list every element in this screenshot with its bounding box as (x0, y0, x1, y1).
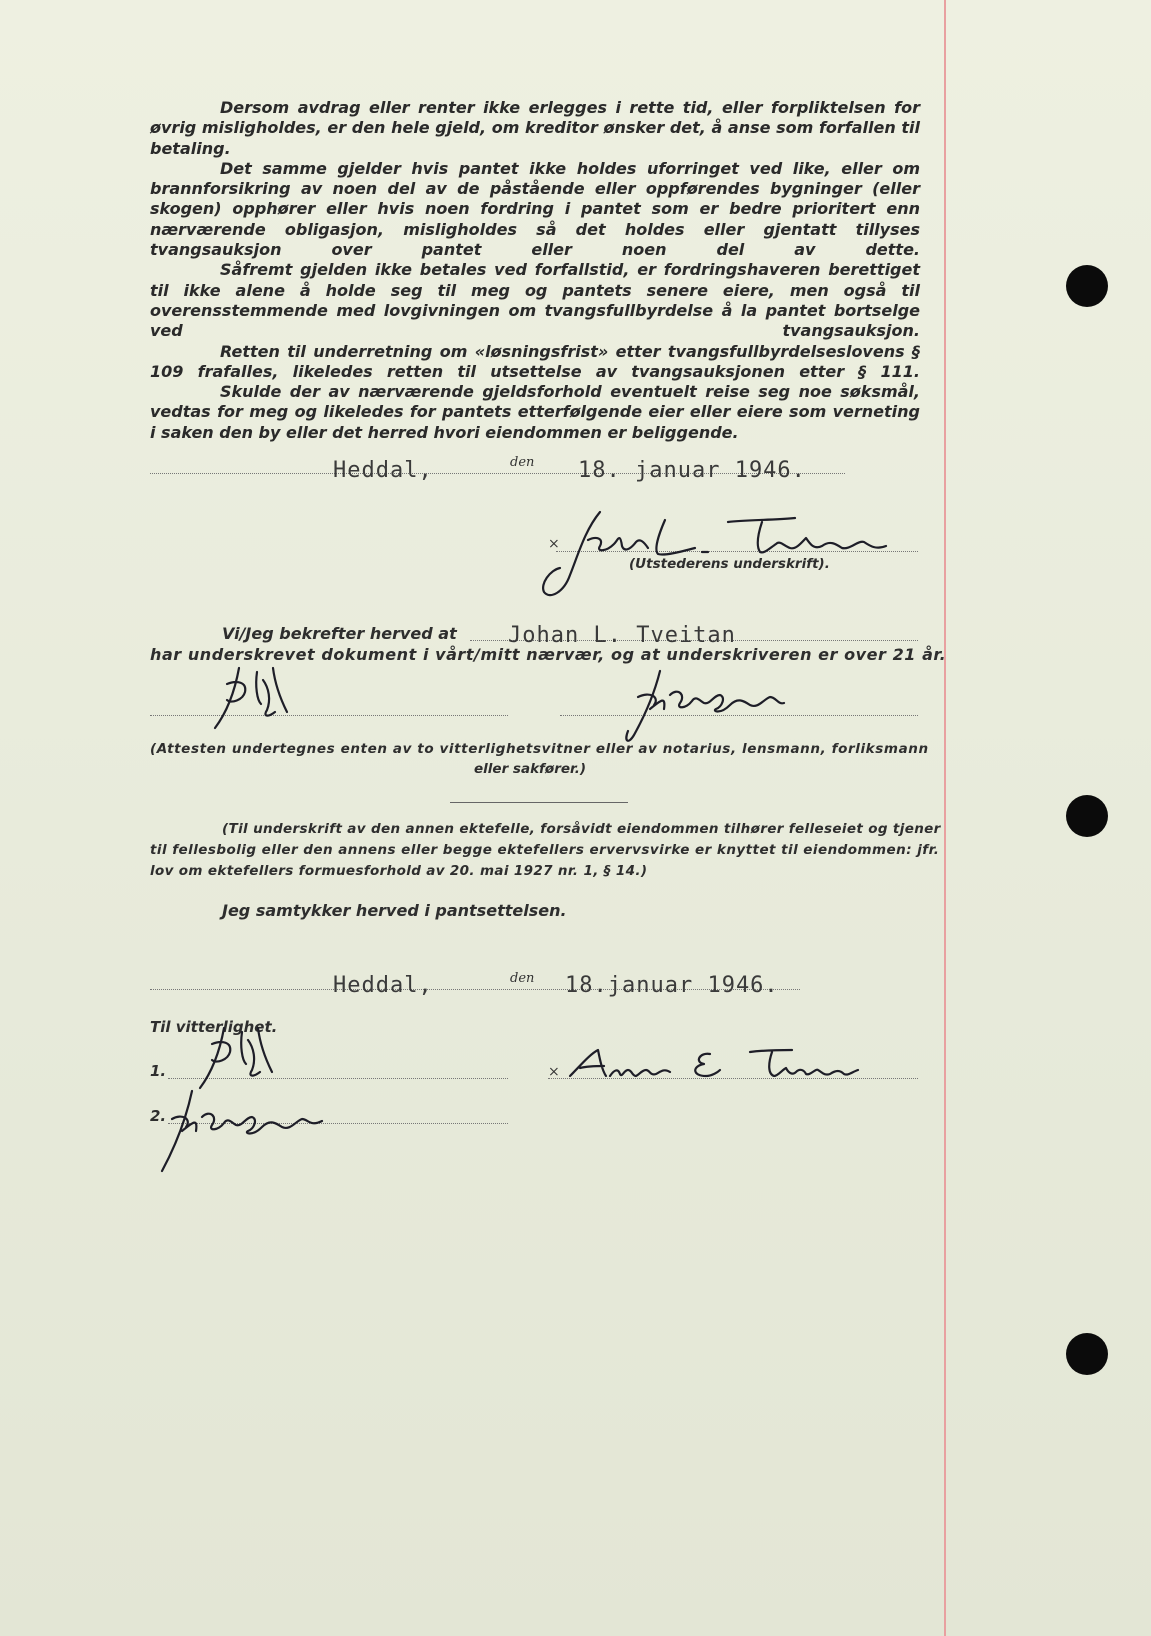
witness-number: 1. (150, 1062, 167, 1080)
spouse-signature (560, 1040, 880, 1090)
margin-rule (944, 0, 946, 1636)
attest-statement: har underskrevet dokument i vårt/mitt nærvær, og at underskriveren er over 21 år. (150, 645, 947, 664)
signature-label: (Utstederens underskrift). (629, 556, 830, 572)
punch-hole (1066, 1333, 1108, 1375)
attest-note: (Attesten undertegnes enten av to vitterlighetsvitner eller av notarius, lensmann, forliksmann (150, 741, 929, 757)
den-label: den (510, 971, 535, 986)
witness-signature-1 (205, 660, 315, 735)
witness-line (150, 715, 508, 716)
document-page: Dersom avdrag eller renter ikke erlegges i rette tid, eller forpliktelsen for øvrig misligholdes, er den hele gjeld, om kreditor ønsker det, å anse som forfallen til betaling. Det samme gjelder hvis pantet ikke holdes uforringet ved like, eller om brannforsikring av noen del av de påstående eller oppførendes bygninger (eller skogen) opphører eller hvis noen fordring i pantet som er bedre prioritert enn nærværende obligasjon, misligholdes så det holdes eller gjentatt tillyses tvangsauksjon over pantet eller noen del av dette. Såfremt gjelden ikke betales ved forfallstid, er fordringshaveren berettiget til ikke alene å holde seg til meg og pantets senere eiere, men også til overensstemmende med lovgivningen om tvangsfullbyrdelse å la pantet bortselge ved tvangsauksjon. Retten til underretning om «løsningsfrist» etter tvangsfullbyrdelseslovens § 109 frafalles, likeledes retten til utsettelse av tvangsauksjonen etter § 111. Skulde der av nærværende gjeldsforhold eventuelt reise seg noe søksmål, vedtas for meg og likeledes for pantets etterfølgende eier eller eiere som verneting i saken den by eller det herred hvori eiendommen er beliggende. Heddal, den 18. januar 1946. × (Utstederens underskrift). Vi/Jeg bekrefter herved at Johan L. Tveitan har underskrevet dokument i vårt/mitt nærvær, og at underskriveren er over 21 år. (Attesten undertegnes enten av to vitterlighetsvitner eller av notarius, lensmann, forliksmann eller sakfører.) (Til underskrift av den annen ektefelle, forsåvidt eiendommen tilhører felleseiet og tjener til fellesbolig eller den annens eller begge ektefellers ervervsvirke er knyttet til eiendommen: jfr. lov om ektefellers formuesforhold av 20. mai 1927 nr. 1, § 14.) Jeg samtykker herved i pantsettelsen. Heddal, den 18.januar 1946. Til vitterlighet. 1. 2. × (0, 0, 1151, 1636)
spouse-note: til fellesbolig eller den annens eller begge ektefellers ervervsvirke er knyttet til eiendommen: jfr. (150, 842, 940, 858)
section-divider (450, 802, 628, 803)
clause: Det samme gjelder hvis pantet ikke holdes uforringet ved like, eller om brannforsikring av noen del av de påstående eller oppførendes bygninger (eller skogen) opphører eller hvis noen fordring i pantet som er bedre prioritert enn nærværende obligasjon, misligholdes så det holdes eller gjentatt tillyses tvangsauksjon over pantet eller noen del av dette. (150, 158, 920, 260)
issuer-signature (530, 500, 920, 610)
attest-signer: Johan L. Tveitan (508, 623, 736, 648)
issue-place: Heddal, (333, 458, 433, 483)
consent-text: Jeg samtykker herved i pantsettelsen. (222, 901, 567, 920)
spouse-date: 18.januar 1946. (565, 973, 779, 998)
punch-hole (1066, 265, 1108, 307)
witness-signature-1 (190, 1020, 300, 1095)
issue-date: 18. januar 1946. (578, 458, 806, 483)
punch-hole (1066, 795, 1108, 837)
clause: Såfremt gjelden ikke betales ved forfallstid, er fordringshaveren berettiget til ikke alene å holde seg til meg og pantets senere eiere, men også til overensstemmende med lovgivningen om tvangsfullbyrdelse å la pantet bortselge ved tvangsauksjon. (150, 260, 920, 341)
den-label: den (510, 455, 535, 470)
spouse-note: lov om ektefellers formuesforhold av 20. mai 1927 nr. 1, § 14.) (150, 863, 648, 879)
spouse-note: (Til underskrift av den annen ektefelle, forsåvidt eiendommen tilhører felleseiet og tjener (222, 821, 941, 837)
spouse-place: Heddal, (333, 973, 433, 998)
witness-number: 2. (150, 1107, 167, 1125)
witness-signature-2 (150, 1085, 350, 1185)
clause: Retten til underretning om «løsningsfrist» etter tvangsfullbyrdelseslovens § 109 frafalles, likeledes retten til utsettelse av tvangsauksjonen etter § 111. (150, 341, 920, 381)
witness-label: Til vitterlighet. (150, 1018, 278, 1036)
attest-prefix: Vi/Jeg bekrefter herved at (222, 624, 457, 643)
clause: Dersom avdrag eller renter ikke erlegges i rette tid, eller forpliktelsen for øvrig misligholdes, er den hele gjeld, om kreditor ønsker det, å anse som forfallen til betaling. (150, 98, 920, 158)
terms-text (150, 98, 920, 443)
clause: Skulde der av nærværende gjeldsforhold eventuelt reise seg noe søksmål, vedtas for meg og likeledes for pantets etterfølgende eier eller eiere som verneting i saken den by eller det herred hvori eiendommen er beliggende. (150, 382, 920, 442)
attest-note: eller sakfører.) (474, 761, 587, 777)
